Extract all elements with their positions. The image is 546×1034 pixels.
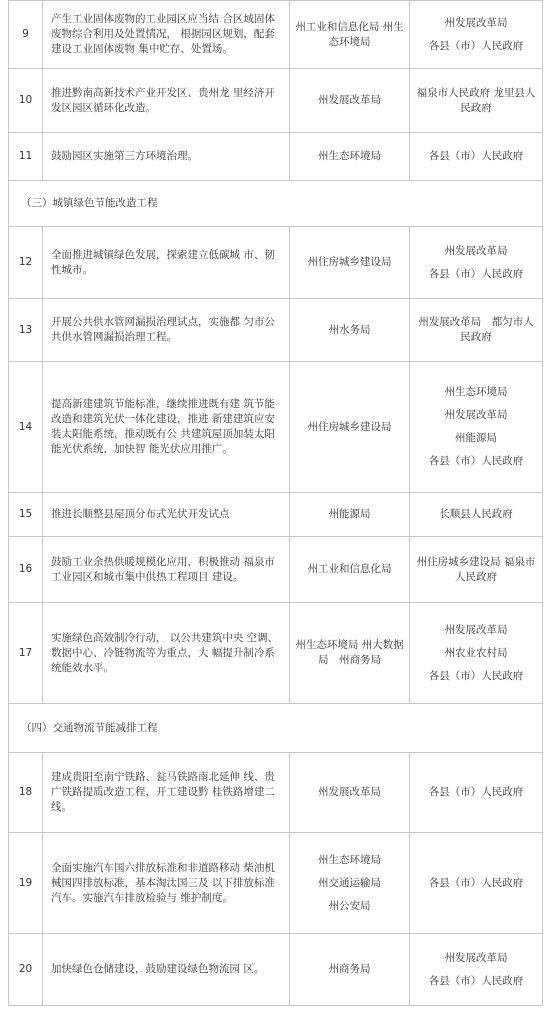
table-row: [9, 133, 543, 181]
task-content: 实施绿色高效制冷行动， 以公共建筑中央 空调、数据中心、冷链物流等为重点，大 幅提升制冷系统能效水平。: [43, 603, 290, 704]
row-number: 18: [9, 753, 43, 833]
lead-department: 州生态环境局 州大数据局 州商务局: [290, 603, 410, 704]
responsible-units: 各县（市）人民政府: [410, 133, 543, 181]
responsible-unit: 各县（市）人民政府: [428, 267, 524, 280]
lead-department: 州水务局: [290, 299, 410, 362]
table-row: [9, 1, 543, 69]
task-content: 全面实施汽车国六排放标准和非道路移动 柴油机械国四排放标准，基本淘汰国三及 以下排放标准汽车。实施汽车排放检验与 维护制度。: [43, 833, 290, 934]
responsible-units: 福泉市人民政府 龙里县人民政府: [410, 69, 543, 133]
lead-unit: 州交通运输局: [318, 876, 381, 889]
task-content: 提高新建建筑节能标准，继续推进既有建 筑节能改造和建筑光伏一体化建设，推进 新建建筑应安装太阳能系统，推动既有公 共建筑屋顶加装太阳能光伏系统，加快智 能光伏应用推广。: [43, 362, 290, 493]
table-row: [9, 833, 543, 934]
table-row: [9, 934, 543, 1006]
row-number: 9: [9, 1, 43, 69]
row-number: 16: [9, 537, 43, 603]
responsible-units: 长顺县人民政府: [410, 493, 543, 537]
row-number: 19: [9, 833, 43, 934]
row-number: 20: [9, 934, 43, 1006]
table-row: [9, 69, 543, 133]
responsible-unit: 各县（市）人民政府: [428, 669, 524, 682]
responsible-units: 各县（市）人民政府: [410, 753, 543, 833]
section-heading: （四）交通物流节能减排工程: [9, 704, 543, 753]
lead-department: 州工业和信息化局 州生态环境局: [290, 1, 410, 69]
table-row: [9, 493, 543, 537]
responsible-unit: 州发展改革局: [444, 16, 508, 29]
table-row: [9, 362, 543, 493]
responsible-unit: 州发展改革局: [444, 623, 508, 636]
lead-department: 州商务局: [290, 934, 410, 1006]
responsible-unit: 州发展改革局: [444, 409, 508, 421]
table-row: [9, 753, 543, 833]
lead-unit: 州公安局: [328, 899, 371, 912]
task-content: 开展公共供水管网漏损治理试点，实施都 匀市公共供水管网漏损治理工程。: [43, 299, 290, 362]
task-content: 全面推进城镇绿色发展，探索建立低碳城 市、韧性城市。: [43, 227, 290, 299]
row-number: 12: [9, 227, 43, 299]
task-content: 鼓励园区实施第三方环境治理。: [43, 133, 290, 181]
section-row: [9, 181, 543, 227]
lead-unit: 州生态环境局: [318, 853, 381, 866]
row-number: 13: [9, 299, 43, 362]
lead-department: [290, 833, 410, 934]
row-number: 10: [9, 69, 43, 133]
task-content: 鼓励工业余热供暖规模化应用，积极推动 福泉市工业园区和城市集中供热工程项目 建设。: [43, 537, 290, 603]
responsible-units: [410, 227, 543, 299]
table-row: [9, 227, 543, 299]
row-number: 17: [9, 603, 43, 704]
responsible-unit: 州发展改革局: [444, 951, 508, 964]
lead-department: 州生态环境局: [290, 133, 410, 181]
responsible-units: [410, 1, 543, 69]
task-content: 加快绿色仓储建设，鼓励建设绿色物流园 区。: [43, 934, 290, 1006]
lead-department: 州发展改革局: [290, 753, 410, 833]
responsible-unit: 州生态环境局: [444, 386, 508, 398]
task-content: 产生工业固体废物的工业园区应当结 合区域固体废物综合利用及处置情况， 根据园区规划，配套建设工业固体废物 集中贮存、处置场。: [43, 1, 290, 69]
section-row: [9, 704, 543, 753]
responsible-units: [410, 603, 543, 704]
responsible-units: 州发展改革局 都匀市人民政府: [410, 299, 543, 362]
responsible-unit: 各县（市）人民政府: [428, 974, 524, 987]
responsible-units: [410, 934, 543, 1006]
table-row: [9, 603, 543, 704]
task-content: 推进长顺整县屋顶分布式光伏开发试点: [43, 493, 290, 537]
responsible-unit: 各县（市）人民政府: [428, 455, 524, 467]
row-number: 14: [9, 362, 43, 493]
row-number: 11: [9, 133, 43, 181]
row-number: 15: [9, 493, 43, 537]
responsible-unit: 州农业农村局: [444, 646, 508, 659]
lead-department: 州能源局: [290, 493, 410, 537]
responsible-unit: 州发展改革局: [444, 244, 508, 257]
task-table: [8, 0, 543, 1006]
responsible-unit: 州能源局: [455, 432, 497, 444]
lead-department: 州住房城乡建设局: [290, 227, 410, 299]
lead-department: 州发展改革局: [290, 69, 410, 133]
section-heading: （三）城镇绿色节能改造工程: [9, 181, 543, 227]
table-row: [9, 537, 543, 603]
responsible-units: 州住房城乡建设局 福泉市人民政府: [410, 537, 543, 603]
task-content: 推进黔南高新技术产业开发区、贵州龙 里经济开发区园区循环化改造。: [43, 69, 290, 133]
lead-department: 州住房城乡建设局: [290, 362, 410, 493]
responsible-units: [410, 362, 543, 493]
lead-department: 州工业和信息化局: [290, 537, 410, 603]
responsible-units: 各县（市）人民政府: [410, 833, 543, 934]
responsible-unit: 各县（市）人民政府: [428, 39, 524, 52]
table-row: [9, 299, 543, 362]
task-content: 建成贵阳至南宁铁路、瓮马铁路南北延伸 线、贵广铁路提质改造工程，开工建设黔 桂铁路增建二线。: [43, 753, 290, 833]
